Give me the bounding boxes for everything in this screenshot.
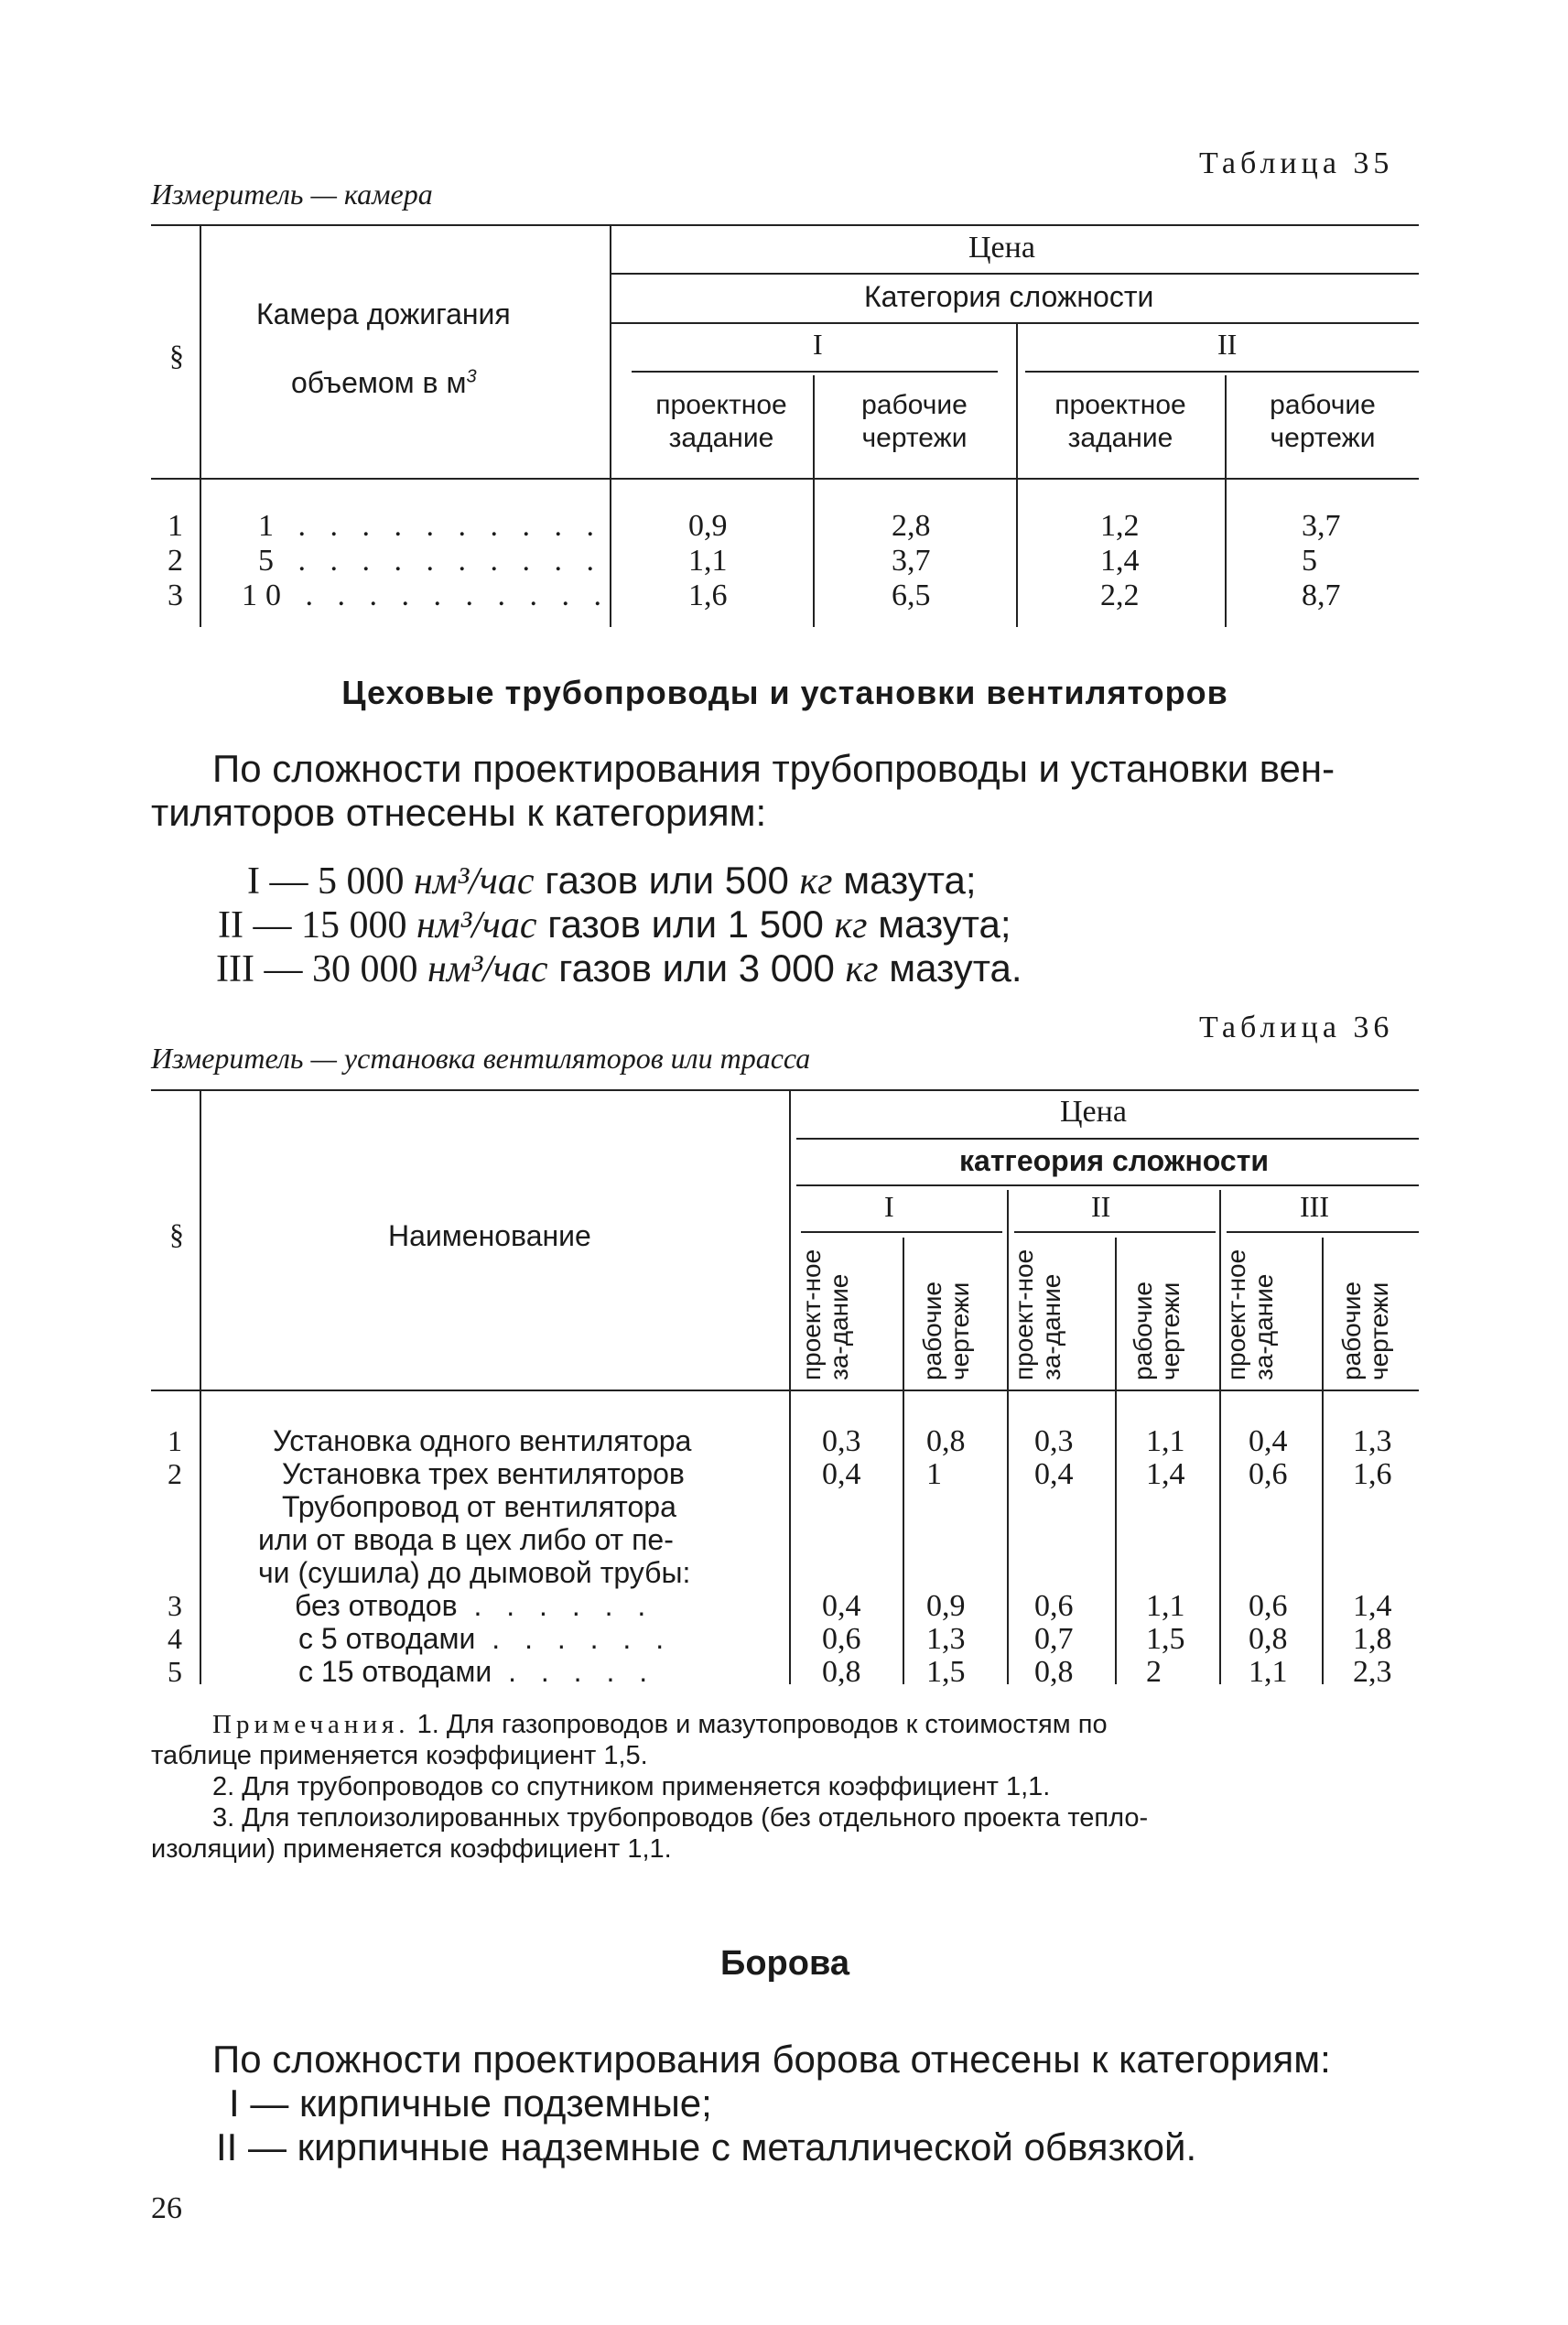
t35-h-c2: II [1217, 328, 1238, 361]
note-3-line2: изоляции) применяется коэффициент 1,1. [151, 1834, 672, 1864]
section1-para-line1: По сложности проектирования трубопроводы и установки вен- [212, 747, 1336, 790]
table36-measure: Измеритель — установка вентиляторов или трасса [151, 1042, 811, 1075]
t36-h-num: § [169, 1217, 184, 1250]
category-line-2: II — 15 000 нм³/час газов или 1 500 кг мазута; [218, 903, 1011, 946]
t36-h-work-1: рабочие чертежи [918, 1281, 974, 1380]
section2-para: По сложности проектирования борова отнесены к категориям: [212, 2038, 1331, 2081]
t35-h-name2: объемом в $м^3$ [291, 366, 477, 399]
table35-measure: Измеритель — камера [151, 178, 433, 211]
t36-h-proj-1: проект-ное за-дание [797, 1249, 853, 1380]
note-1-line1: Примечания. 1. Для газопроводов и мазутопроводов к стоимостям по [212, 1710, 1108, 1739]
t36-h-c2: II [1091, 1190, 1111, 1223]
section2-cat-2: II — кирпичные надземные с металлической обвязкой. [216, 2125, 1197, 2168]
page-number: 26 [151, 2191, 182, 2225]
section2-cat-1: I — кирпичные подземные; [229, 2082, 712, 2125]
t36-h-proj-3: проект-ное за-дание [1222, 1249, 1278, 1380]
t35-h-proj-2: проектное задание [1054, 390, 1186, 453]
section1-title: Цеховые трубопроводы и установки вентиляторов [341, 674, 1228, 711]
category-line-3: III — 30 000 нм³/час газов или 3 000 кг мазута. [216, 946, 1022, 990]
section1-para-line2: тиляторов отнесены к категориям: [151, 791, 767, 834]
t35-h-num: § [169, 339, 184, 372]
note-2: 2. Для трубопроводов со спутником применяется коэффициент 1,1. [212, 1772, 1051, 1801]
t36-group-line1: Трубопровод от вентилятора [282, 1490, 676, 1523]
note-3-line1: 3. Для теплоизолированных трубопроводов (без отдельного проекта тепло- [212, 1803, 1149, 1833]
t35-h-proj-1: проектное задание [655, 390, 787, 453]
t35-h-price: Цена [968, 231, 1035, 265]
table35-label: Таблица 35 [1199, 146, 1394, 180]
t35-h-cat: Категория сложности [864, 280, 1154, 313]
t35-h-work-2: рабочие чертежи [1270, 390, 1376, 453]
t36-h-name: Наименование [388, 1219, 591, 1252]
t36-h-price: Цена [1060, 1095, 1127, 1129]
t36-group-line3: чи (сушила) до дымовой трубы: [258, 1556, 691, 1589]
category-line-1: I — 5 000 нм³/час газов или 500 кг мазута; [247, 859, 977, 903]
t36-h-work-2: рабочие чертежи [1129, 1281, 1184, 1380]
t36-group-line2: или от ввода в цех либо от пе- [258, 1523, 674, 1556]
t36-h-c1: I [884, 1190, 894, 1223]
t36-h-work-3: рабочие чертежи [1337, 1281, 1393, 1380]
t36-h-proj-2: проект-ное за-дание [1010, 1249, 1065, 1380]
t36-h-cat: катгеория сложности [959, 1144, 1270, 1177]
t36-h-c3: III [1300, 1190, 1329, 1223]
t35-h-c1: I [813, 328, 823, 361]
t35-h-work-1: рабочие чертежи [861, 390, 968, 453]
table36-label: Таблица 36 [1199, 1011, 1394, 1044]
t35-h-name: Камера дожигания [256, 297, 511, 330]
section2-title: Борова [720, 1944, 849, 1983]
note-1-line2: таблице применяется коэффициент 1,5. [151, 1741, 648, 1770]
